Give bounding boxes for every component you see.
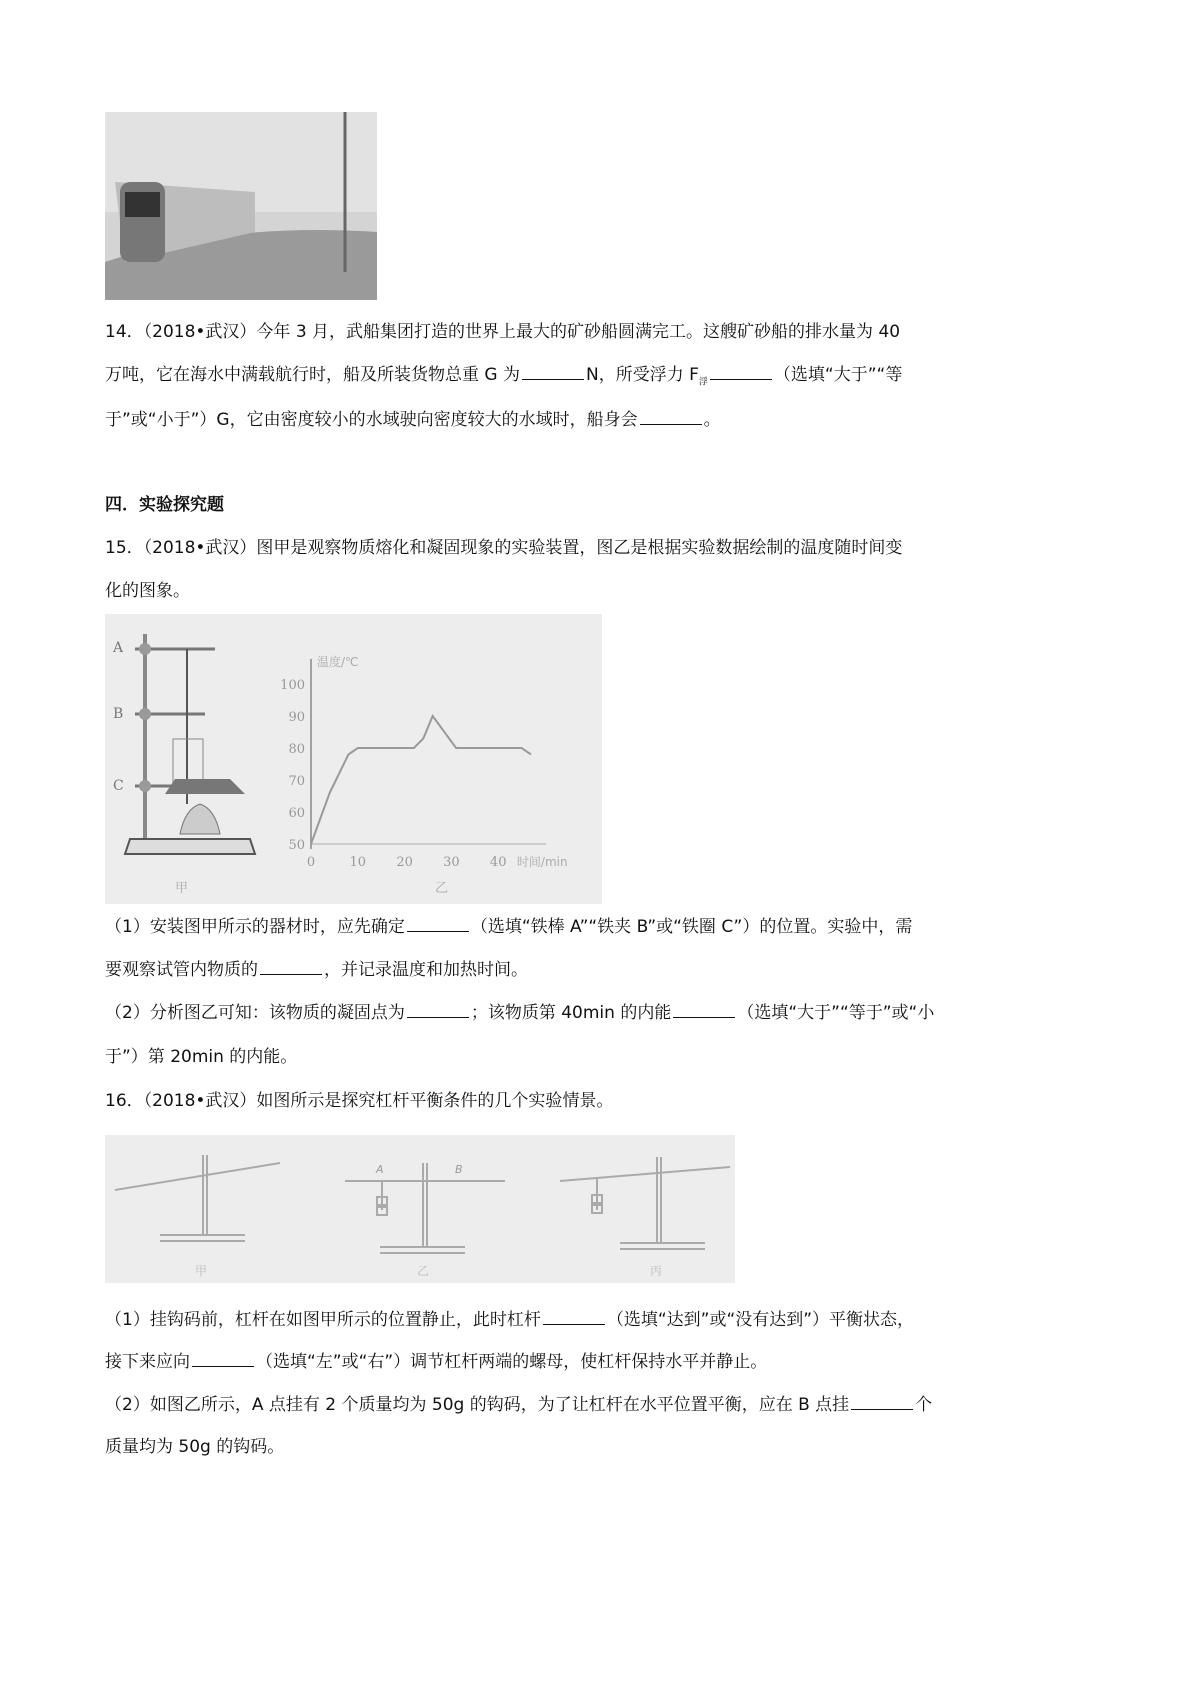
section-heading: 四．实验探究题 [105, 495, 224, 515]
q15-p1-line2 [105, 949, 1005, 992]
q14-text: N，所受浮力 F [585, 365, 699, 385]
q15-text: （1）安装图甲所示的器材时，应先确定 [105, 917, 405, 937]
q16-text: 个 [915, 1395, 933, 1415]
q14-text: 。 [703, 410, 721, 430]
y-tick-label: 70 [288, 774, 305, 789]
q14-text: 万吨，它在海水中满载航行时，船及所装货物总重 G 为 [105, 365, 520, 385]
q15-text: 要观察试管内物质的 [105, 960, 258, 980]
q15-text: ；该物质第 40min 的内能 [470, 1003, 672, 1023]
label-b: B [455, 1163, 463, 1176]
answer-blank[interactable] [710, 378, 772, 380]
q15-text: （选填“大于”“等于”或“小 [737, 1003, 935, 1023]
temperature-chart [105, 614, 602, 904]
q16-p1-line2 [105, 1341, 1005, 1384]
x-tick-label: 20 [396, 855, 413, 870]
tram-illustration [105, 112, 377, 300]
q14-text: （选填“大于”“等 [773, 365, 903, 385]
label-b: B [113, 706, 124, 722]
q16-text: （1）挂钩码前，杠杆在如图甲所示的位置静止，此时杠杆 [105, 1310, 541, 1330]
q15-p2-line1 [105, 992, 1005, 1035]
q14-text: 于”或“小于”）G，它由密度较小的水域驶向密度较大的水域时，船身会 [105, 410, 638, 430]
answer-blank[interactable] [851, 1408, 913, 1410]
label-a: A [113, 640, 124, 656]
answer-blank[interactable] [543, 1323, 605, 1325]
x-tick-label: 40 [489, 855, 507, 870]
q14-line1: 14．（2018•武汉）今年 3 月，武船集团打造的世界上最大的矿砂船圆满完工。这艘矿砂船的排水量为 40 [105, 322, 901, 342]
q15-p2-line2: 于”）第 20min 的内能。 [105, 1047, 298, 1067]
y-tick-label: 60 [288, 806, 305, 821]
q14-line2 [105, 354, 1005, 404]
q15-text: （选填“铁棒 A”“铁夹 B”或“铁圈 C”）的位置。实验中，需 [470, 917, 913, 937]
q16-text: （选填“达到”或“没有达到”）平衡状态， [606, 1310, 915, 1330]
label-yi: 乙 [417, 1264, 430, 1278]
subscript: 浮 [698, 377, 708, 388]
y-tick-label: 80 [288, 742, 305, 757]
label-jia: 甲 [195, 1264, 208, 1278]
y-tick-label: 90 [288, 710, 305, 725]
answer-blank[interactable] [407, 930, 469, 932]
q15-text: ，并记录温度和加热时间。 [324, 960, 528, 980]
q15-p1-line1 [105, 906, 1005, 949]
y-tick-label: 100 [280, 678, 305, 693]
answer-blank[interactable] [260, 973, 322, 975]
q16-text: （选填“左”或“右”）调节杠杆两端的螺母，使杠杆保持水平并静止。 [256, 1352, 768, 1372]
temperature-curve [311, 716, 531, 844]
q15-figure [105, 614, 602, 904]
label-jia: 甲 [175, 881, 189, 896]
x-tick-label: 30 [443, 855, 460, 870]
q16-figure [105, 1135, 735, 1283]
q16-p2-line1 [105, 1384, 1005, 1427]
q14-line3 [105, 399, 1005, 442]
answer-blank[interactable] [673, 1016, 735, 1018]
q16-line1: 16．（2018•武汉）如图所示是探究杠杆平衡条件的几个实验情景。 [105, 1091, 614, 1111]
q15-line2: 化的图象。 [105, 581, 190, 601]
q15-line1: 15．（2018•武汉）图甲是观察物质熔化和凝固现象的实验装置，图乙是根据实验数据绘制的温度随时间变 [105, 538, 903, 558]
answer-blank[interactable] [640, 423, 702, 425]
q16-text: 接下来应向 [105, 1352, 190, 1372]
answer-blank[interactable] [192, 1365, 254, 1367]
q15-text: （2）分析图乙可知：该物质的凝固点为 [105, 1003, 405, 1023]
label-bing: 丙 [650, 1264, 663, 1278]
q16-text: （2）如图乙所示，A 点挂有 2 个质量均为 50g 的钩码，为了让杠杆在水平位置平衡，应在 B 点挂 [105, 1395, 850, 1415]
lever-illustration [105, 1135, 735, 1283]
x-axis-label: 时间/min [516, 855, 568, 869]
tram-photo [105, 112, 377, 300]
y-tick-label: 50 [288, 838, 305, 853]
x-tick-label: 10 [349, 855, 367, 870]
label-yi: 乙 [435, 881, 449, 896]
label-c: C [113, 778, 124, 794]
label-a: A [376, 1163, 384, 1176]
q16-p2-line2: 质量均为 50g 的钩码。 [105, 1437, 285, 1457]
answer-blank[interactable] [407, 1016, 469, 1018]
q16-p1-line1 [105, 1299, 1005, 1342]
y-axis-label: 温度/℃ [317, 655, 359, 669]
answer-blank[interactable] [522, 378, 584, 380]
x-tick-label: 0 [306, 855, 316, 870]
